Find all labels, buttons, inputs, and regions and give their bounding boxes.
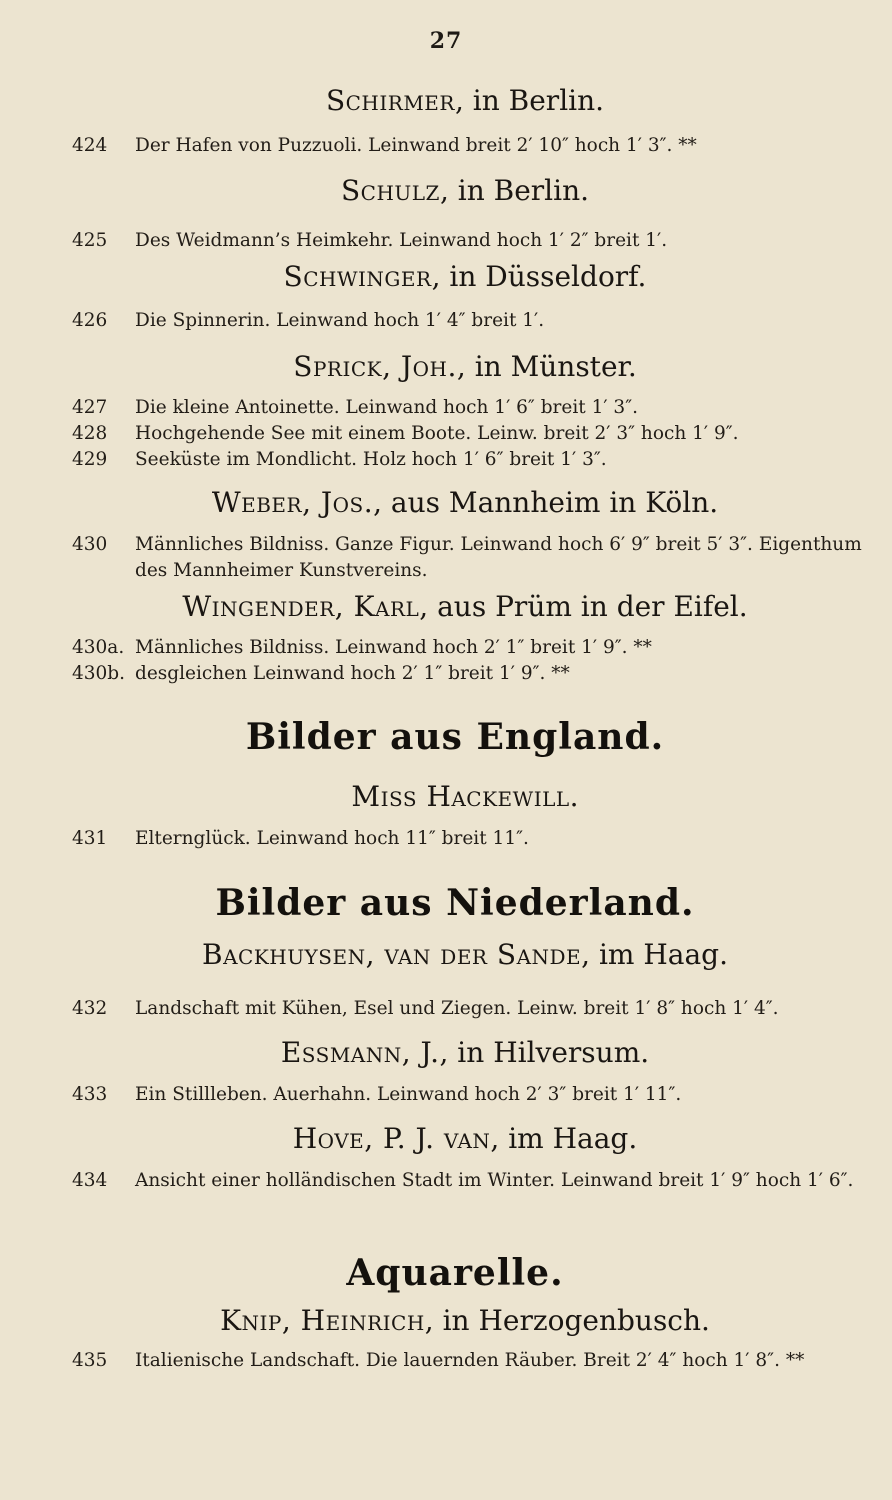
entry-text: Ein Stillleben. Auerhahn. Leinwand hoch 2′ 3″ breit 1′ 11″. — [135, 1084, 682, 1105]
entry-text: Der Hafen von Puzzuoli. Leinwand breit 2′ 10″ hoch 1′ 3″. ** — [135, 135, 697, 156]
artist-location: , im Haag. — [581, 938, 728, 971]
artist-heading — [60, 1304, 870, 1337]
catalog-entry — [72, 421, 872, 447]
catalog-entry — [72, 826, 872, 852]
artist-heading — [60, 938, 870, 971]
page-number: 27 — [429, 28, 463, 54]
artist-name: Weber, Jos. — [211, 486, 374, 519]
section-heading-niederland: Bilder aus Niederland. — [215, 882, 695, 924]
catalog-entry — [72, 1082, 872, 1108]
artist-location: , in Berlin. — [454, 84, 605, 117]
entry-number: 430b. — [72, 663, 126, 684]
entry-number: 428 — [72, 423, 108, 444]
artist-name: Schirmer — [325, 84, 455, 117]
section-heading-england: Bilder aus England. — [245, 716, 665, 758]
artist-heading — [60, 590, 870, 623]
entry-number: 430 — [72, 534, 108, 555]
catalog-entry — [72, 395, 872, 421]
artist-location: , in Düsseldorf. — [431, 260, 647, 293]
entry-text: Seeküste im Mondlicht. Holz hoch 1′ 6″ breit 1′ 3″. — [135, 449, 607, 470]
entry-text: desgleichen Leinwand hoch 2′ 1″ breit 1′ 9″. ** — [135, 663, 570, 684]
catalog-entry — [72, 996, 872, 1022]
artist-heading — [60, 260, 870, 293]
entry-number: 425 — [72, 230, 108, 251]
entry-text: Männliches Bildniss. Ganze Figur. Leinwand hoch 6′ 9″ breit 5′ 3″. Eigenthum des Mannheimer Kunstvereins. — [135, 534, 862, 581]
artist-location: , in Münster. — [456, 350, 637, 383]
entry-text: Des Weidmann’s Heimkehr. Leinwand hoch 1′ 2″ breit 1′. — [135, 230, 668, 251]
artist-heading — [60, 486, 870, 519]
entry-number: 426 — [72, 310, 108, 331]
artist-location: , in Herzogenbusch. — [424, 1304, 710, 1337]
catalog-entry — [72, 661, 872, 687]
artist-name: Knip, Heinrich — [220, 1304, 425, 1337]
entry-text: Italienische Landschaft. Die lauernden Räuber. Breit 2′ 4″ hoch 1′ 8″. ** — [135, 1350, 805, 1371]
entry-number: 433 — [72, 1084, 108, 1105]
catalog-entry — [72, 1168, 872, 1194]
artist-heading — [60, 174, 870, 207]
catalog-entry — [72, 228, 872, 254]
entry-number: 427 — [72, 397, 108, 418]
artist-name: Schwinger — [283, 260, 432, 293]
artist-location: , in Hilversum. — [439, 1036, 650, 1069]
entry-text: Ansicht einer holländischen Stadt im Winter. Leinwand breit 1′ 9″ hoch 1′ 6″. — [135, 1170, 854, 1191]
artist-location: , in Berlin. — [439, 174, 590, 207]
entry-text: Die Spinnerin. Leinwand hoch 1′ 4″ breit 1′. — [135, 310, 545, 331]
artist-heading — [60, 350, 870, 383]
artist-name: Wingender, Karl — [182, 590, 420, 623]
entry-number: 435 — [72, 1350, 108, 1371]
catalog-entry — [72, 635, 872, 661]
catalog-entry — [72, 532, 872, 584]
entry-text: Hochgehende See mit einem Boote. Leinw. breit 2′ 3″ hoch 1′ 9″. — [135, 423, 739, 444]
artist-location: , aus Mannheim in Köln. — [373, 486, 719, 519]
section-heading-aquarelle: Aquarelle. — [346, 1252, 564, 1294]
artist-name: Schulz — [340, 174, 440, 207]
artist-name: Backhuysen, van der Sande — [202, 938, 582, 971]
artist-location: . — [569, 780, 579, 813]
artist-heading — [60, 1122, 870, 1155]
entry-number: 434 — [72, 1170, 108, 1191]
artist-location: , aus Prüm in der Eifel. — [419, 590, 748, 623]
entry-number: 431 — [72, 828, 108, 849]
entry-text: Männliches Bildniss. Leinwand hoch 2′ 1″ breit 1′ 9″. ** — [135, 637, 652, 658]
entry-number: 432 — [72, 998, 108, 1019]
entry-number: 424 — [72, 135, 108, 156]
artist-heading — [60, 84, 870, 117]
artist-name: Hove, P. J. van — [292, 1122, 491, 1155]
catalog-entry — [72, 308, 872, 334]
entry-text: Die kleine Antoinette. Leinwand hoch 1′ 6″ breit 1′ 3″. — [135, 397, 638, 418]
artist-location: , im Haag. — [490, 1122, 638, 1155]
catalog-entry — [72, 133, 872, 159]
artist-heading — [60, 1036, 870, 1069]
entry-number: 430a. — [72, 637, 125, 658]
entry-text: Elternglück. Leinwand hoch 11″ breit 11″. — [135, 828, 529, 849]
artist-heading — [60, 780, 870, 813]
entry-text: Landschaft mit Kühen, Esel und Ziegen. Leinw. breit 1′ 8″ hoch 1′ 4″. — [135, 998, 779, 1019]
catalog-entry — [72, 447, 872, 473]
artist-name: Miss Hackewill — [351, 780, 570, 813]
catalog-entry — [72, 1348, 872, 1374]
artist-name: Essmann, J. — [280, 1036, 440, 1069]
artist-name: Sprick, Joh. — [293, 350, 457, 383]
entry-number: 429 — [72, 449, 108, 470]
